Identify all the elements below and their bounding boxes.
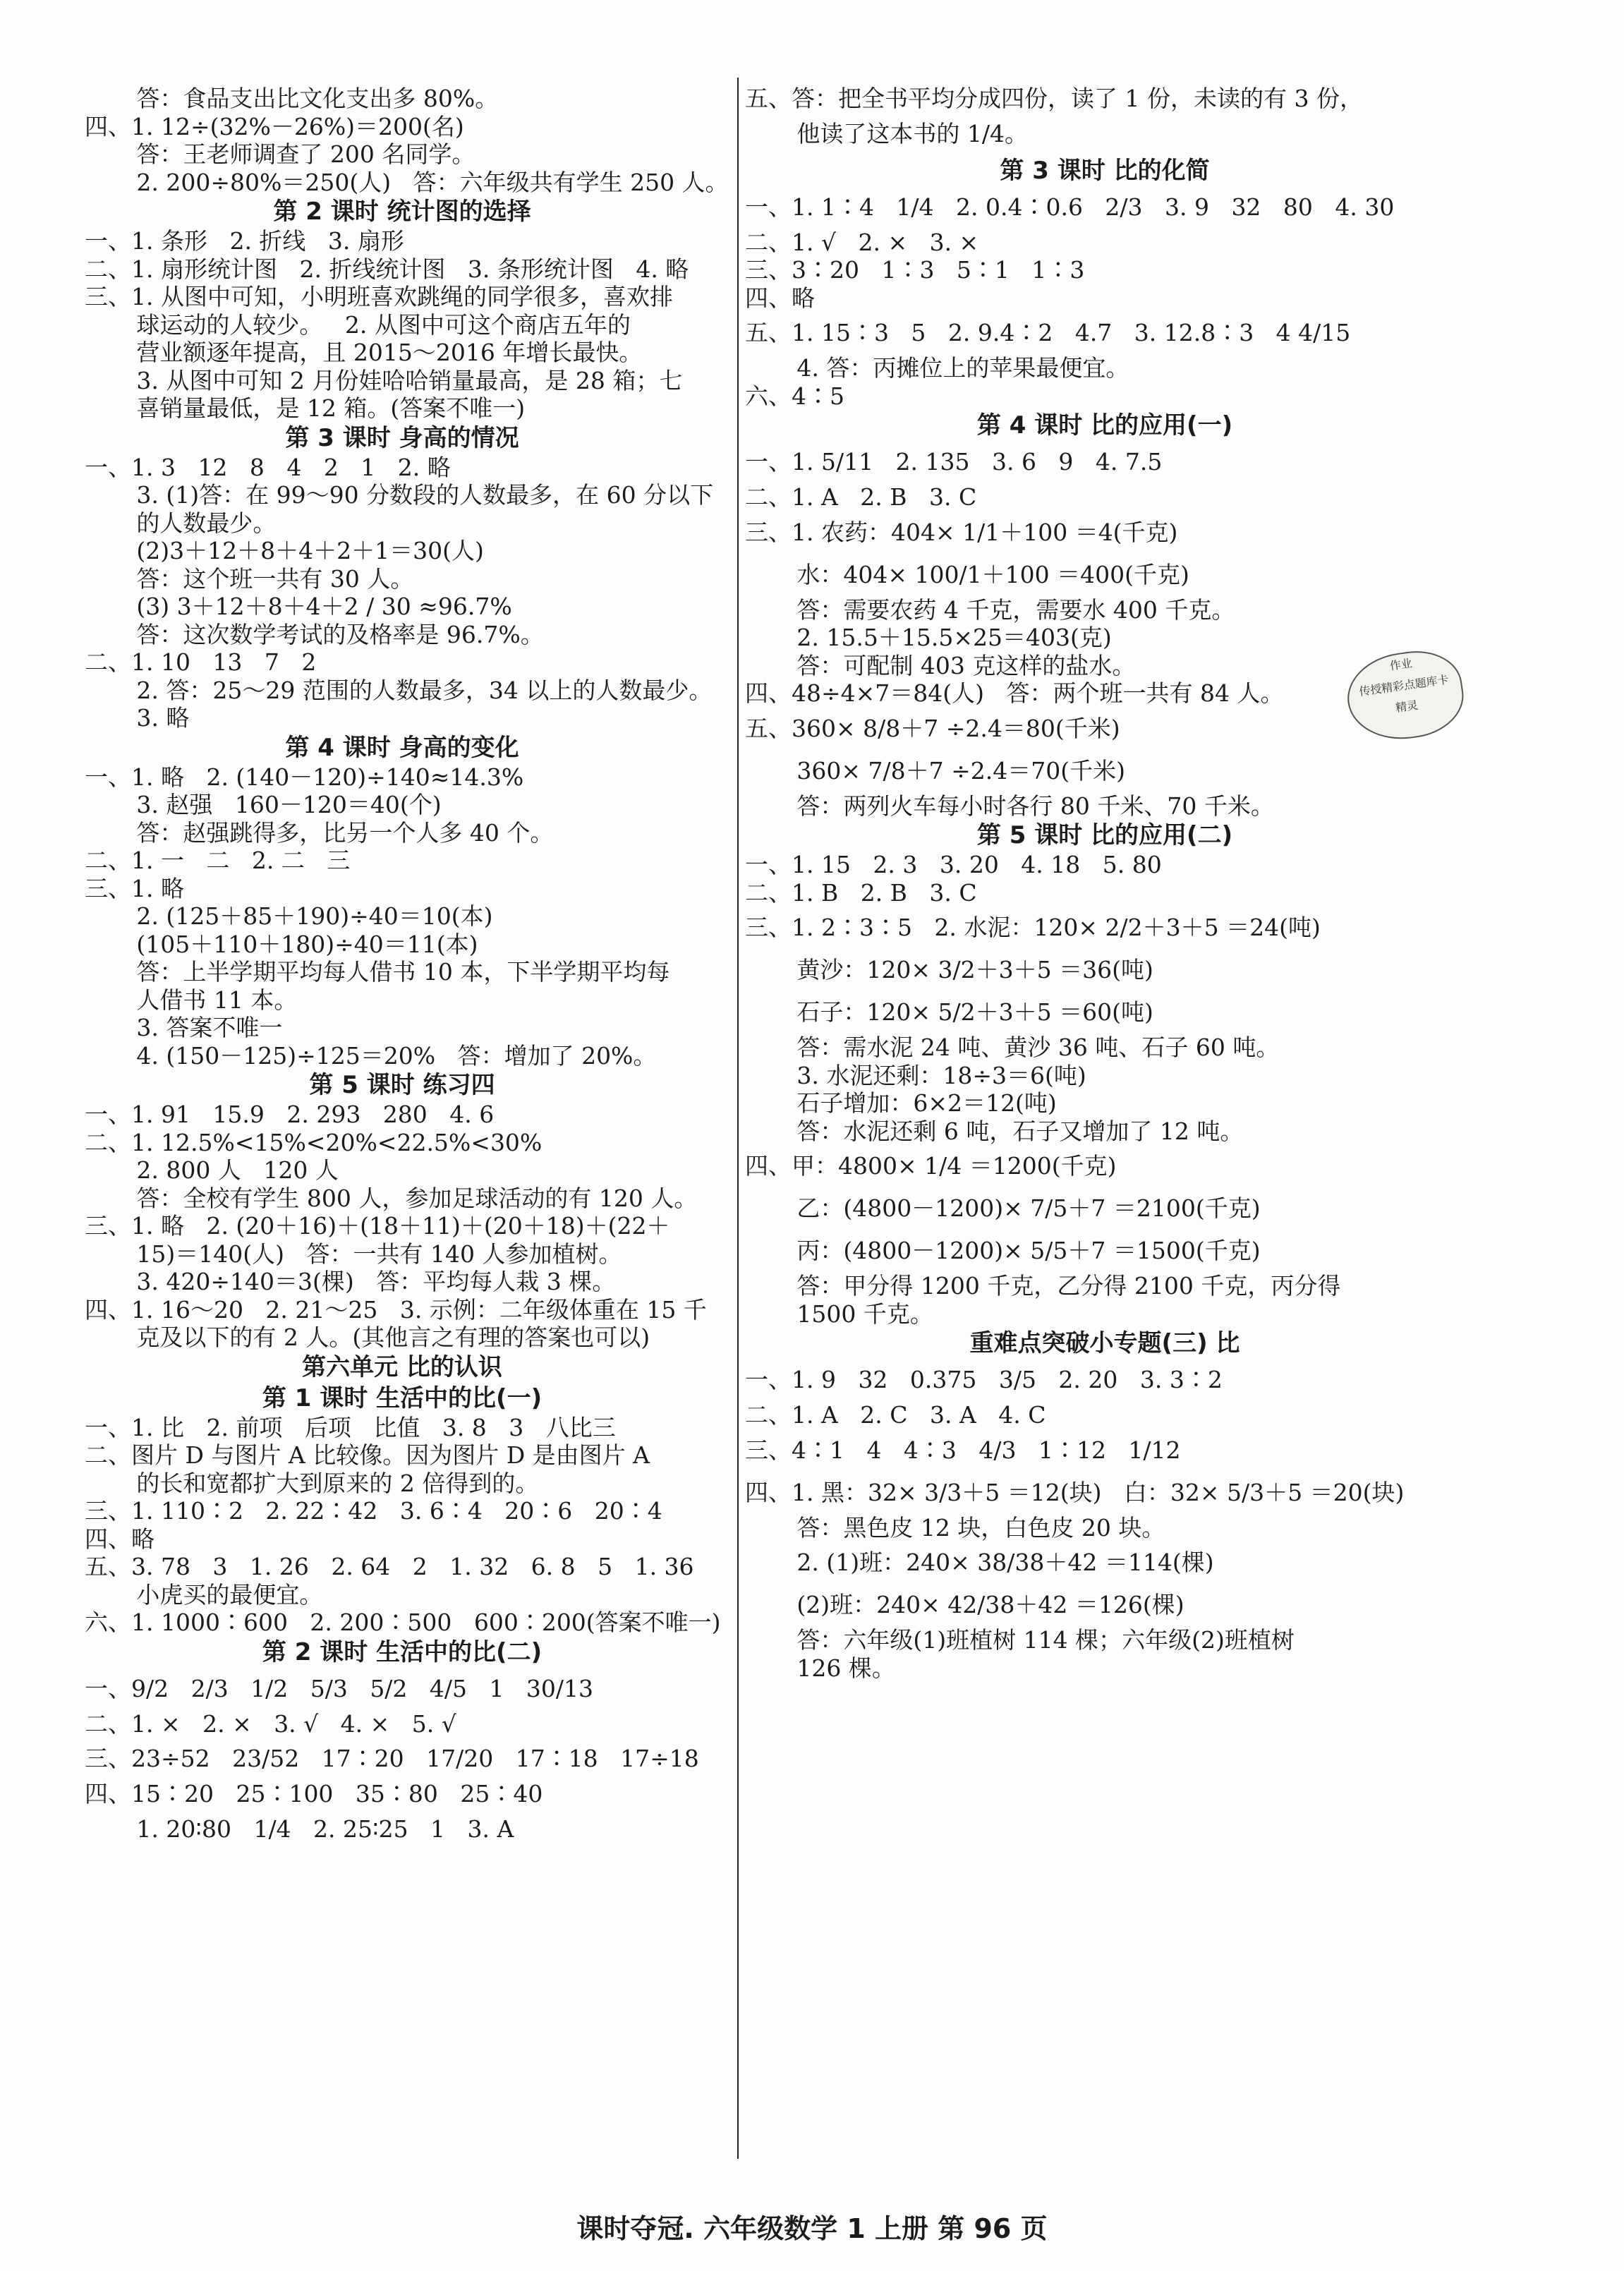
answer-line: 3. 420÷140＝3(棵) 答：平均每人栽 3 棵。 [85,1268,616,1295]
answer-line: 他读了这本书的 1/4。 [745,119,1029,147]
section-heading: 第 2 课时 生活中的比(二) [262,1637,543,1666]
answer-line: 丙：(4800－1200)× 5/5＋7 ＝1500(千克) [745,1237,1261,1264]
answer-line: 二、1. 10 13 7 2 [85,648,317,676]
answer-line: 三、1. 农药：404× 1/1＋100 ＝4(千克) [745,518,1178,546]
answer-line: 答：王老师调查了 200 名同学。 [85,140,475,168]
answer-line: 二、1. × 2. × 3. √ 4. × 5. √ [85,1709,456,1738]
answer-line: 3. 赵强 160－120＝40(个) [85,791,442,818]
answer-line: 2. 800 人 120 人 [85,1156,339,1184]
answer-line: (2)3＋12＋8＋4＋2＋1＝30(人) [85,537,484,564]
answer-line: 二、图片 D 与图片 A 比较像。因为图片 D 是由图片 A [85,1441,650,1469]
answer-line: 的长和宽都扩大到原来的 2 倍得到的。 [85,1469,539,1497]
answer-line: 答：六年级(1)班植树 114 棵；六年级(2)班植树 [745,1626,1295,1654]
answer-line: 126 棵。 [745,1654,895,1682]
right-column [745,85,1465,1682]
stamp-line: 精灵 [1394,698,1419,715]
answer-line: 三、1. 略 2. (20＋16)＋(18＋11)＋(20＋18)＋(22＋ [85,1212,670,1240]
answer-line: 三、23÷52 23/52 17∶20 17/20 17∶18 17÷18 [85,1745,699,1772]
answer-line: 3. 答案不唯一 [85,1014,283,1041]
answer-line: 六、4∶5 [745,382,844,410]
answer-line: 四、甲：4800× 1/4 ＝1200(千克) [745,1152,1117,1180]
answer-line: 水：404× 100/1＋100 ＝400(千克) [745,560,1189,588]
answer-line: 3. 略 [85,704,190,732]
answer-line: 四、1. 16～20 2. 21～25 3. 示例：二年级体重在 15 千 [85,1295,707,1324]
answer-line: 答：这个班一共有 30 人。 [85,564,414,593]
answer-line: 六、1. 1000∶600 2. 200∶500 600∶200(答案不唯一) [85,1609,721,1636]
answer-line: 2. 15.5＋15.5×25＝403(克) [745,624,1112,651]
answer-line: 答：两列火车每小时各行 80 千米、70 千米。 [745,792,1274,820]
answer-line: 四、1. 黑：32× 3/3＋5 ＝12(块) 白：32× 5/3＋5 ＝20(块) [745,1478,1405,1506]
answer-line: 五、答：把全书平均分成四份，读了 1 份，未读的有 3 份， [745,85,1363,112]
answer-line: 四、48÷4×7＝84(人) 答：两个班一共有 84 人。 [745,679,1284,707]
answer-line: 3. 从图中可知 2 月份娃哈哈销量最高，是 28 箱；七 [85,366,683,394]
answer-line: 一、1. 条形 2. 折线 3. 扇形 [85,227,404,255]
answer-line: 1500 千克。 [745,1300,933,1328]
answer-line: 五、360× 8/8＋7 ÷2.4＝80(千米) [745,714,1120,742]
section-heading: 第 3 课时 比的化简 [1000,156,1210,185]
answer-line: 人借书 11 本。 [85,986,298,1014]
answer-line: 答：食品支出比文化支出多 80%。 [85,85,499,112]
answer-line: (105＋110＋180)÷40＝11(本) [85,930,478,958]
answer-line: 四、略 [85,1525,154,1553]
answer-line: 答：黑色皮 12 块，白色皮 20 块。 [745,1513,1165,1542]
section-heading: 第 2 课时 统计图的选择 [273,198,531,226]
answer-line: 4. 答：丙摊位上的苹果最便宜。 [745,354,1129,382]
answer-line: 三、1. 2∶3∶5 2. 水泥：120× 2/2＋3＋5 ＝24(吨) [745,914,1321,941]
stamp-line: 传授精彩点题库卡 [1358,672,1450,698]
answer-line: 三、4∶1 4 4∶3 4/3 1∶12 1/12 [745,1436,1181,1464]
answer-line: 2. 200÷80%＝250(人) 答：六年级共有学生 250 人。 [85,168,729,196]
answer-line: 二、1. 扇形统计图 2. 折线统计图 3. 条形统计图 4. 略 [85,255,689,283]
column-divider [737,78,739,2159]
answer-line: 360× 7/8＋7 ÷2.4＝70(千米) [745,756,1126,785]
answer-line: 答：需要农药 4 千克，需要水 400 千克。 [745,595,1235,624]
answer-line: (2)班：240× 42/38＋42 ＝126(棵) [745,1591,1184,1618]
answer-line: 五、3. 78 3 1. 26 2. 64 2 1. 32 6. 8 5 1. 36 [85,1553,694,1580]
answer-line: (3) 3＋12＋8＋4＋2 / 30 ≈96.7% [85,593,512,620]
answer-line: 答：这次数学考试的及格率是 96.7%。 [85,620,544,648]
answer-line: 15)＝140(人) 答：一共有 140 人参加植树。 [85,1240,622,1268]
section-heading: 重难点突破小专题(三) 比 [969,1329,1240,1357]
answer-line: 四、1. 12÷(32%－26%)＝200(名) [85,112,464,140]
section-heading: 第 4 课时 比的应用(一) [976,411,1233,440]
answer-line: 三、1. 略 [85,874,184,902]
section-heading: 第 1 课时 生活中的比(一) [262,1383,543,1412]
answer-line: 答：上半学期平均每人借书 10 本，下半学期平均每 [85,958,670,986]
answer-line: 球运动的人较少。 2. 从图中可这个商店五年的 [85,310,631,339]
answer-line: 一、1. 1∶4 1/4 2. 0.4∶0.6 2/3 3. 9 32 80 4. 30 [745,193,1395,221]
answer-line: 答：水泥还剩 6 吨，石子又增加了 12 吨。 [745,1117,1244,1145]
answer-line: 二、1. 一 二 2. 二 三 [85,847,351,874]
left-column [85,85,729,1851]
answer-line: 二、1. A 2. C 3. A 4. C [745,1401,1046,1429]
answer-line: 3. (1)答：在 99～90 分数段的人数最多，在 60 分以下 [85,481,714,509]
answer-line: 营业额逐年提高，且 2015～2016 年增长最快。 [85,339,643,366]
answer-line: 石子：120× 5/2＋3＋5 ＝60(吨) [745,998,1153,1026]
answer-line: 石子增加：6×2＝12(吨) [745,1089,1057,1117]
answer-line: 4. (150－125)÷125＝20% 答：增加了 20%。 [85,1041,657,1070]
answer-line: 2. (1)班：240× 38/38＋42 ＝114(棵) [745,1549,1214,1576]
answer-line: 3. 水泥还剩：18÷3＝6(吨) [745,1061,1086,1089]
section-heading: 第 5 课时 比的应用(二) [976,821,1233,849]
answer-line: 答：全校有学生 800 人，参加足球活动的有 120 人。 [85,1184,698,1212]
answer-line: 答：需水泥 24 吨、黄沙 36 吨、石子 60 吨。 [745,1034,1280,1061]
answer-line: 答：赵强跳得多，比另一个人多 40 个。 [85,818,554,847]
answer-line: 三、1. 从图中可知，小明班喜欢跳绳的同学很多，喜欢排 [85,283,673,310]
answer-line: 一、1. 3 12 8 4 2 1 2. 略 [85,453,451,481]
section-heading: 第 4 课时 身高的变化 [285,733,519,762]
section-heading: 第 3 课时 身高的情况 [285,423,519,452]
answer-line: 四、15∶20 25∶100 35∶80 25∶40 [85,1780,543,1807]
answer-line: 二、1. B 2. B 3. C [745,878,977,907]
answer-line: 四、略 [745,284,815,312]
section-heading: 第六单元 比的认识 [302,1352,502,1381]
answer-line: 一、1. 比 2. 前项 后项 比值 3. 8 3 八比三 [85,1413,616,1441]
answer-line: 三、3∶20 1∶3 5∶1 1∶3 [745,256,1085,284]
answer-line: 答：可配制 403 克这样的盐水。 [745,651,1136,679]
answer-line: 一、1. 5/11 2. 135 3. 6 9 4. 7.5 [745,448,1163,476]
answer-line: 2. (125＋85＋190)÷40＝10(本) [85,902,493,930]
answer-line: 一、1. 9 32 0.375 3/5 2. 20 3. 3∶2 [745,1366,1223,1393]
answer-line: 1. 20∶80 1/4 2. 25∶25 1 3. A [85,1815,514,1843]
answer-line: 二、1. √ 2. × 3. × [745,228,979,256]
answer-line: 克及以下的有 2 人。(其他言之有理的答案也可以) [85,1324,650,1351]
answer-line: 小虎买的最便宜。 [85,1580,323,1609]
answer-line: 一、1. 15 2. 3 3. 20 4. 18 5. 80 [745,851,1162,878]
answer-line: 乙：(4800－1200)× 7/5＋7 ＝2100(千克) [745,1194,1261,1222]
answer-line: 一、1. 91 15.9 2. 293 280 4. 6 [85,1101,495,1128]
answer-line: 五、1. 15∶3 5 2. 9.4∶2 4.7 3. 12.8∶3 4 4/15 [745,319,1351,346]
answer-line: 一、1. 略 2. (140－120)÷140≈14.3% [85,763,524,791]
answer-line: 答：甲分得 1200 千克，乙分得 2100 千克，丙分得 [745,1272,1341,1300]
answer-line: 二、1. 12.5%<15%<20%<22.5%<30% [85,1128,543,1156]
answer-line: 二、1. A 2. B 3. C [745,483,977,511]
answer-line: 三、1. 110∶2 2. 22∶42 3. 6∶4 20∶6 20∶4 [85,1497,662,1525]
answer-line: 黄沙：120× 3/2＋3＋5 ＝36(吨) [745,956,1153,983]
answer-line: 的人数最少。 [85,509,277,537]
section-heading: 第 5 课时 练习四 [309,1071,495,1099]
answer-line: 一、9/2 2/3 1/2 5/3 5/2 4/5 1 30/13 [85,1674,594,1702]
answer-line: 喜销量最低，是 12 箱。(答案不唯一) [85,394,526,422]
answer-line: 2. 答：25～29 范围的人数最多，34 以上的人数最少。 [85,676,713,704]
stamp-line: 作业 [1388,656,1413,673]
page-footer: 课时夺冠. 六年级数学 1 上册 第 96 页 [576,2213,1048,2244]
